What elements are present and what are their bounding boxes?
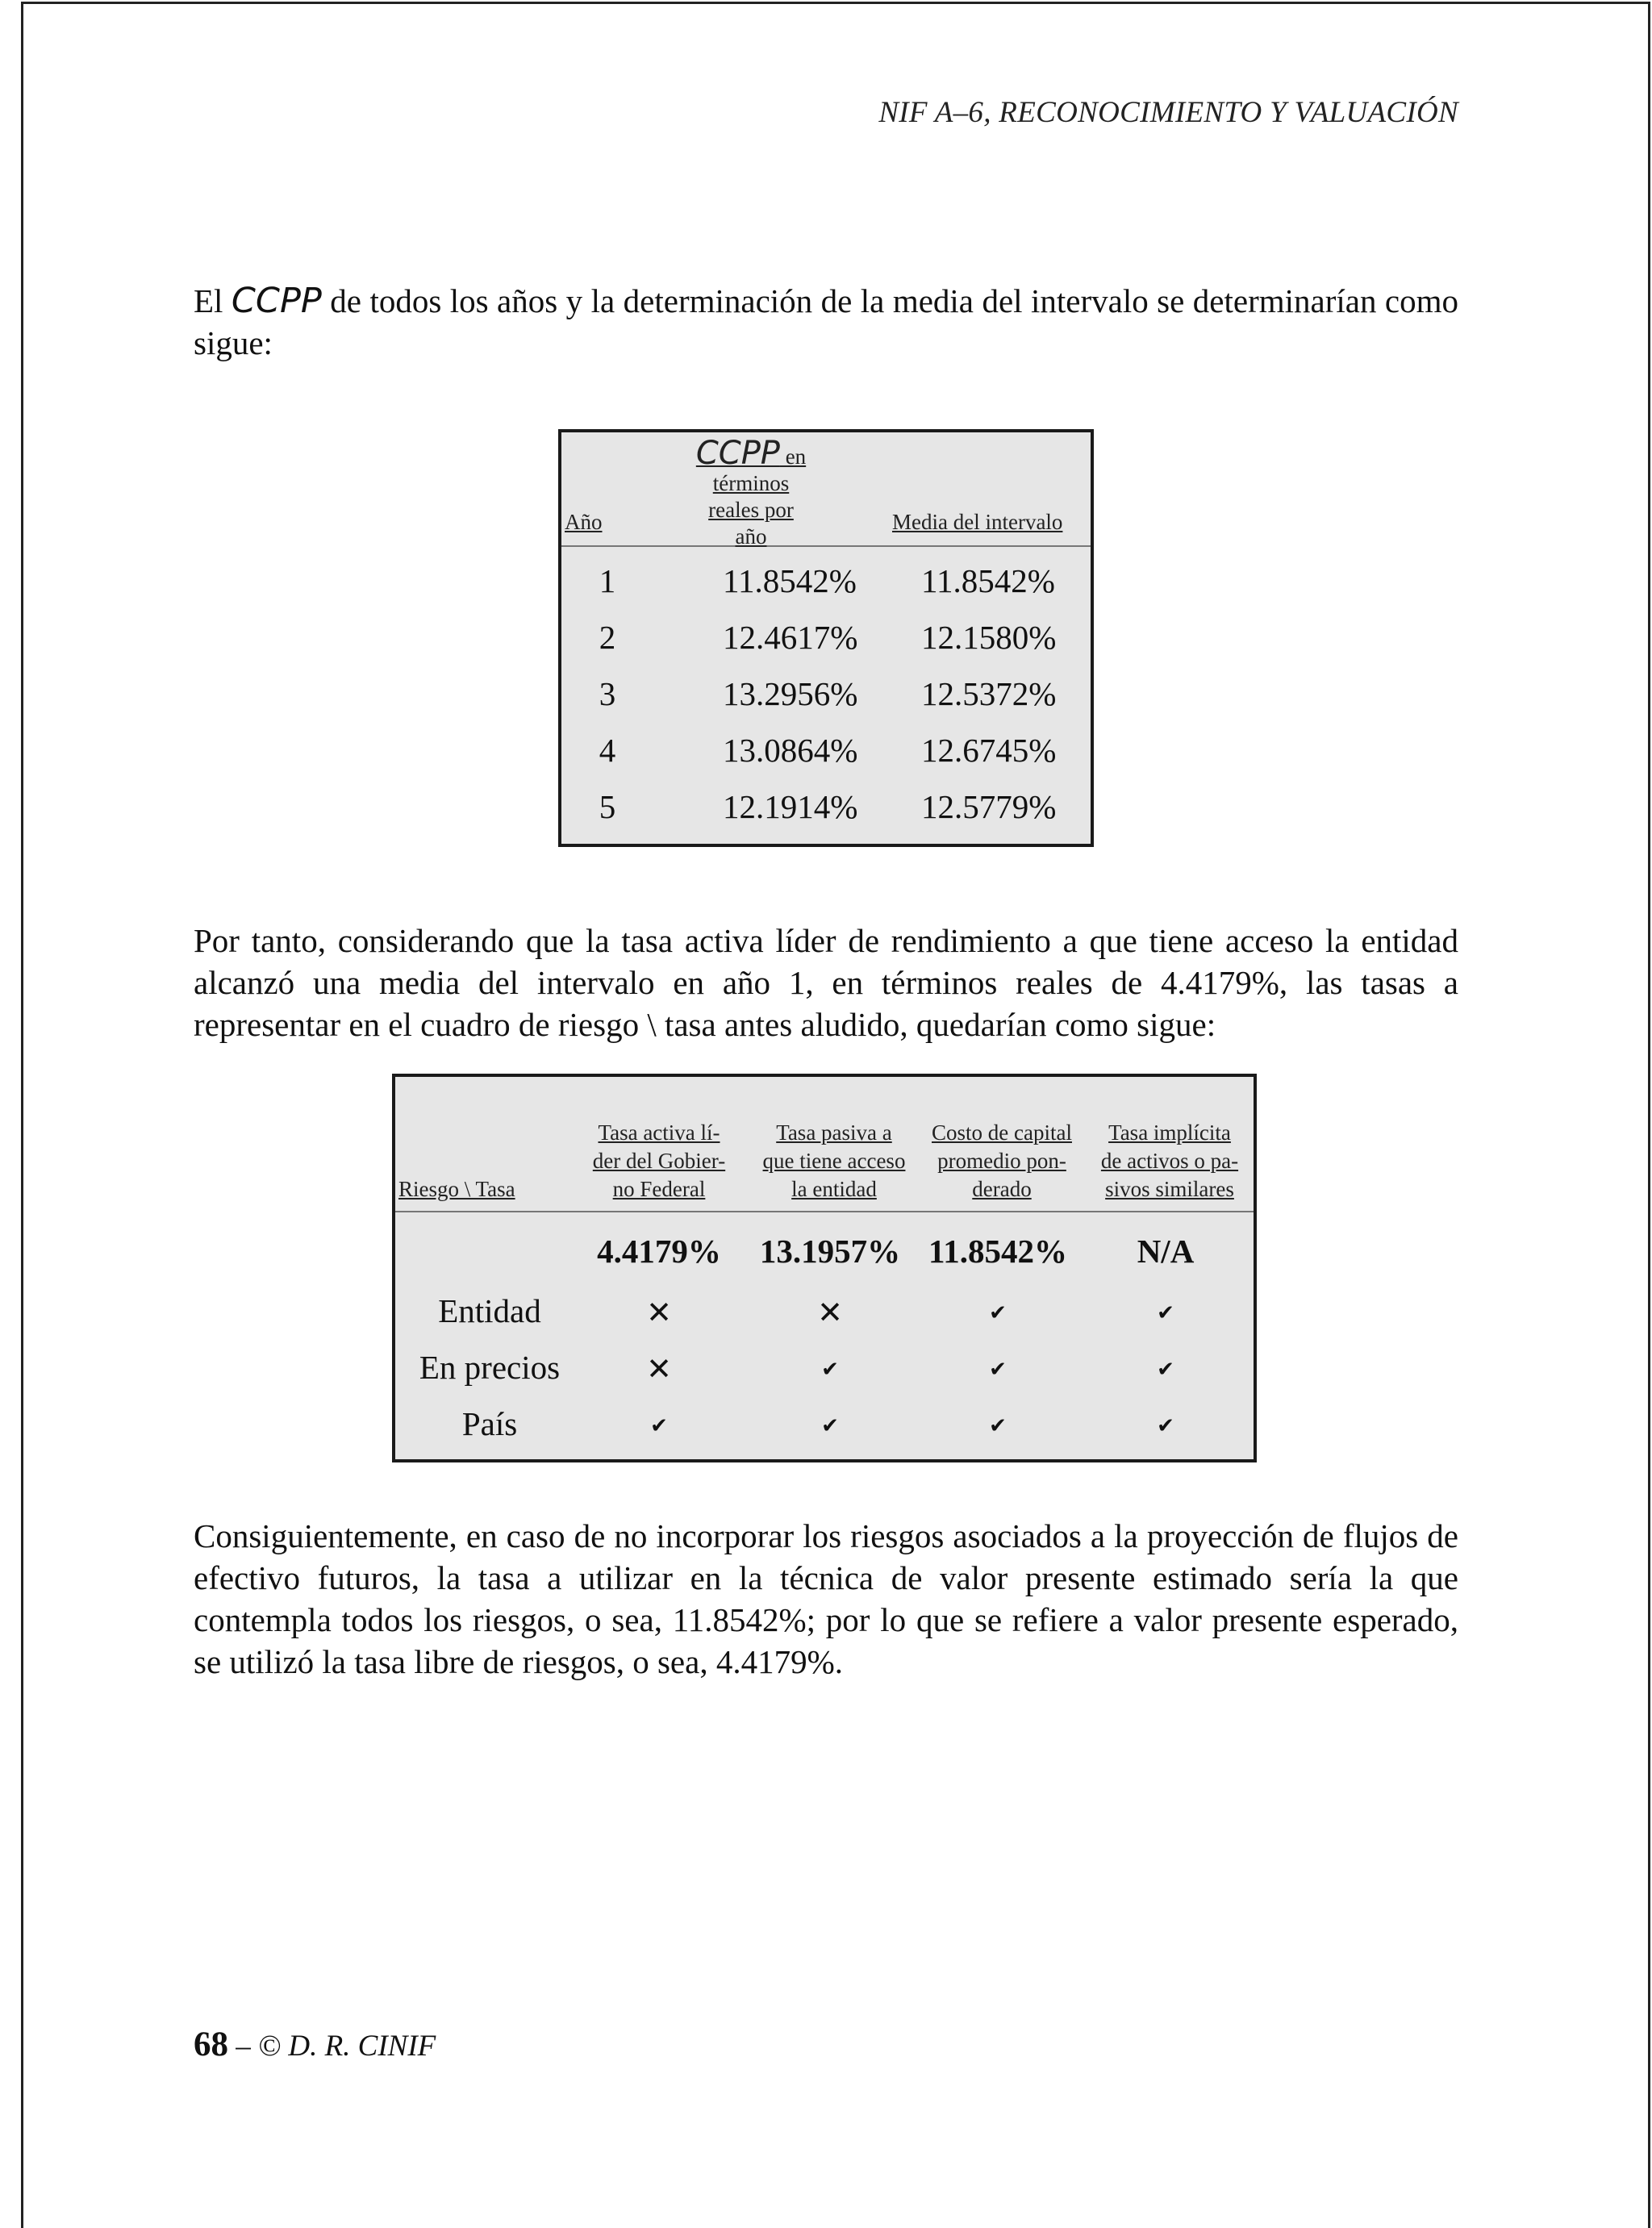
cell-media: 12.6745%	[921, 732, 1057, 769]
header-ccpp	[690, 435, 811, 550]
cell-media: 12.1580%	[921, 619, 1057, 656]
header-line: sivos similares	[1105, 1177, 1234, 1201]
rate-value: 13.1957%	[759, 1233, 901, 1270]
header-line: la entidad	[791, 1177, 877, 1201]
header-line: der del Gobier-	[592, 1149, 726, 1173]
ccpp-table-header	[561, 432, 1091, 547]
header-line: promedio pon-	[937, 1149, 1066, 1173]
check-icon: ✔	[1157, 1358, 1174, 1382]
risk-row-en-precios	[395, 1348, 1254, 1404]
header-line: Tasa pasiva a	[776, 1120, 892, 1145]
cell-ano: 5	[599, 788, 616, 825]
header-line: que tiene acceso	[762, 1149, 906, 1173]
cell-ccpp: 12.1914%	[723, 788, 858, 825]
check-icon: ✔	[989, 1414, 1007, 1438]
check-icon: ✔	[650, 1414, 668, 1438]
header-tasa-pasiva	[753, 1119, 915, 1204]
running-header: NIF A–6, RECONOCIMIENTO Y VALUACIÓN	[878, 96, 1458, 129]
cell-ccpp: 13.0864%	[723, 732, 858, 769]
paragraph-conclusion: Consiguientemente, en caso de no incorporar los riesgos asociados a la proyección de flujos de efectivo futuros, la tasa a utilizar en la técnica de valor presente estimado sería la que contempla todos los riesgos, o sea, 11.8542%; por lo que se refiere a valor presente esperado, se utilizó la tasa libre de riesgos, o sea, 4.4179%.	[194, 1517, 1458, 1680]
header-line: derado	[972, 1177, 1032, 1201]
check-icon: ✔	[989, 1358, 1007, 1382]
cell-media: 11.8542%	[921, 562, 1055, 599]
risk-label: En precios	[419, 1349, 561, 1386]
header-riesgo-tasa: Riesgo \ Tasa	[398, 1177, 515, 1201]
risk-row-pais	[395, 1404, 1254, 1461]
table-row	[561, 674, 1091, 731]
header-line: Tasa implícita	[1108, 1120, 1231, 1145]
table-row	[561, 618, 1091, 674]
header-tasa-activa	[582, 1119, 736, 1204]
check-icon: ✔	[821, 1358, 839, 1382]
cell-ano: 3	[599, 675, 616, 712]
table-row	[561, 787, 1091, 844]
table-row	[561, 731, 1091, 787]
check-icon: ✔	[1157, 1414, 1174, 1438]
paragraph-intro	[194, 280, 1458, 364]
check-icon: ✔	[989, 1301, 1007, 1325]
header-line: Costo de capital	[932, 1120, 1072, 1145]
check-icon: ✔	[1157, 1301, 1174, 1325]
rate-value: 11.8542%	[928, 1233, 1067, 1270]
header-line: no Federal	[612, 1177, 706, 1201]
risk-label: País	[461, 1405, 518, 1442]
cell-media: 12.5779%	[921, 788, 1057, 825]
header-ccpp-term: CCPP	[695, 435, 780, 472]
cell-ccpp: 12.4617%	[723, 619, 858, 656]
header-media: Media del intervalo	[892, 510, 1063, 534]
cell-media: 12.5372%	[921, 675, 1057, 712]
cell-ano: 2	[599, 619, 616, 656]
risk-row-entidad	[395, 1291, 1254, 1348]
cross-icon: ✕	[817, 1295, 843, 1330]
header-ano: Año	[565, 510, 603, 534]
check-icon: ✔	[821, 1414, 839, 1438]
header-costo-capital	[921, 1119, 1083, 1204]
rate-value: N/A	[1137, 1233, 1195, 1270]
cell-ccpp: 13.2956%	[723, 675, 858, 712]
intro-before: El	[194, 282, 232, 319]
risk-rate-table	[392, 1074, 1257, 1462]
footer-owner: © D. R. CINIF	[258, 2030, 436, 2063]
header-ccpp-rest: en términos reales por año	[708, 444, 807, 549]
rates-row	[395, 1232, 1254, 1277]
paragraph-tasas: Por tanto, considerando que la tasa activa líder de rendimiento a que tiene acceso la entidad alcanzó una media del intervalo en año 1, en términos reales de 4.4179%, las tasas a representar en el cuadro de riesgo \ tasa antes aludido, quedarían como sigue:	[194, 922, 1458, 1043]
cell-ccpp: 11.8542%	[723, 562, 857, 599]
footer-separator: –	[228, 2030, 258, 2063]
header-tasa-implicita	[1089, 1119, 1250, 1204]
ccpp-term: CCPP	[231, 281, 322, 321]
intro-after: de todos los años y la determinación de la media del intervalo se determinarían como sigue:	[194, 282, 1459, 361]
cell-ano: 1	[599, 562, 616, 599]
header-line: de activos o pa-	[1100, 1149, 1239, 1173]
ccpp-table	[558, 429, 1094, 847]
cross-icon: ✕	[646, 1295, 672, 1330]
cross-icon: ✕	[646, 1351, 672, 1387]
cell-ano: 4	[599, 732, 616, 769]
risk-label: Entidad	[438, 1292, 541, 1329]
page-footer	[194, 2025, 436, 2064]
risk-rate-table-header	[395, 1077, 1254, 1212]
table-row	[561, 561, 1091, 618]
header-line: Tasa activa lí-	[598, 1120, 720, 1145]
rate-value: 4.4179%	[597, 1233, 721, 1270]
page-number: 68	[194, 2026, 228, 2063]
